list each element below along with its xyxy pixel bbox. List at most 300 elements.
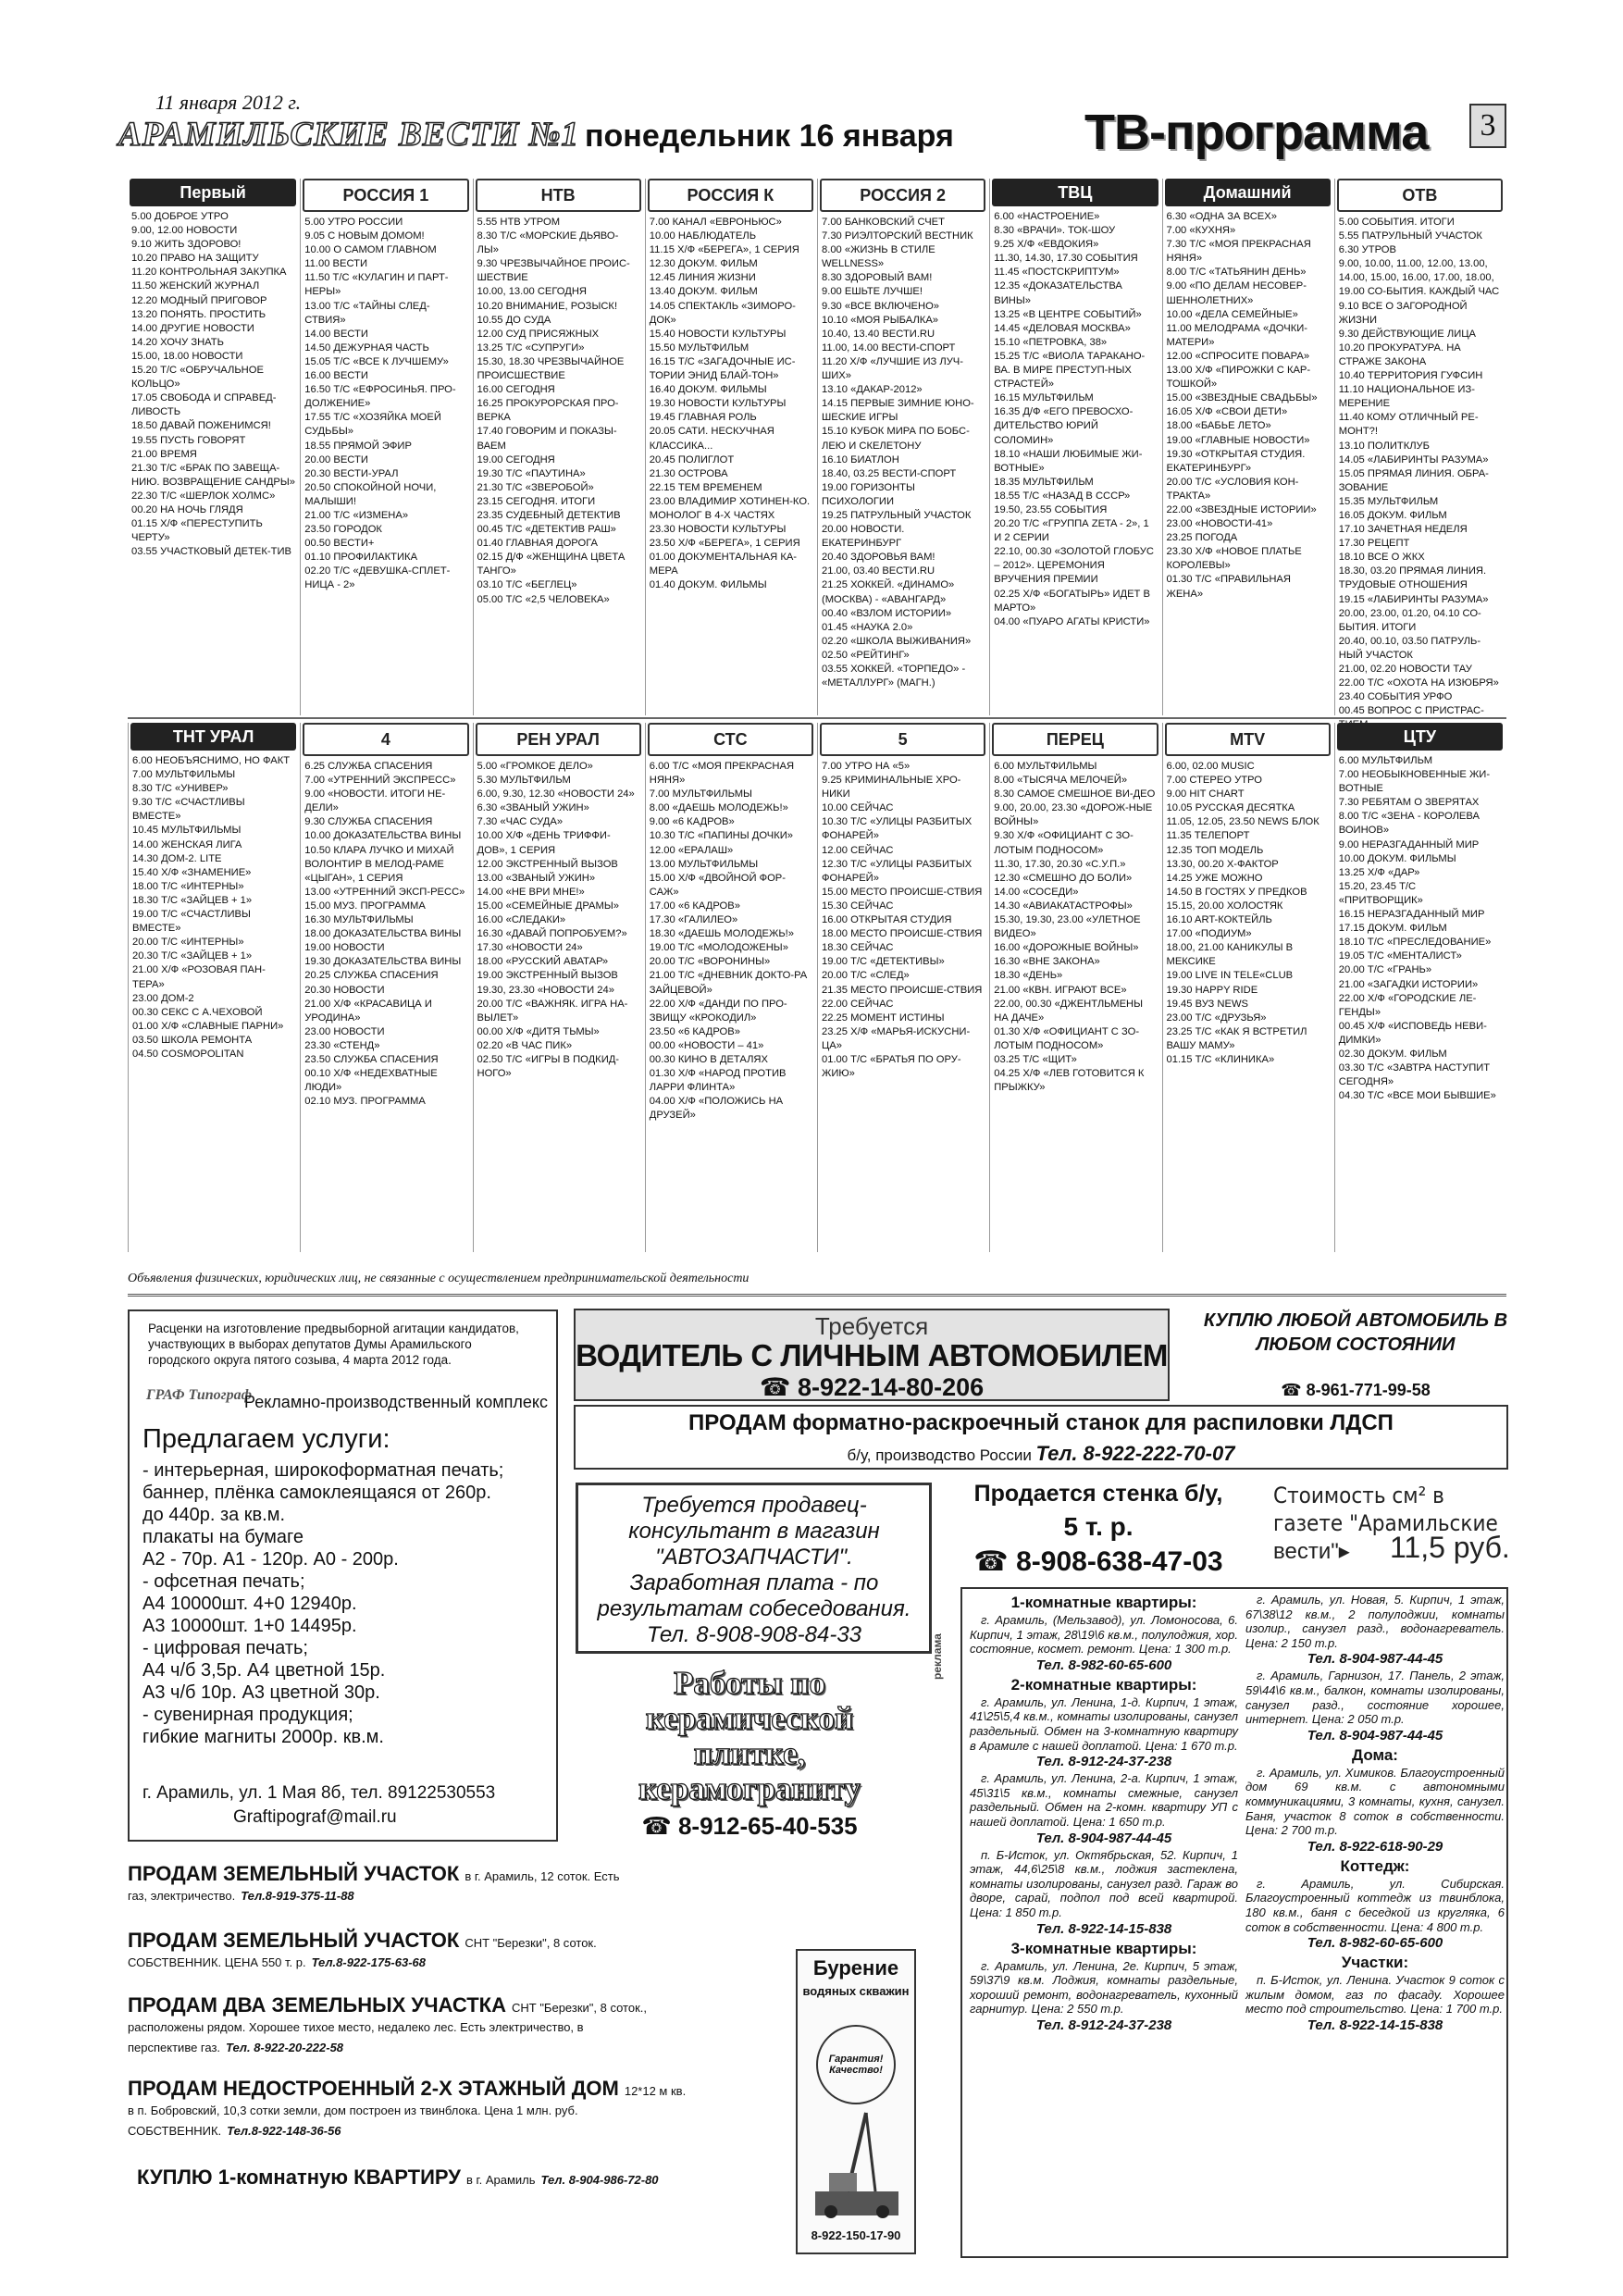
program-item: 10.20 ВНИМАНИЕ, РОЗЫСК! xyxy=(477,300,618,312)
program-list xyxy=(646,212,815,593)
realty-category: 2-комнатные квартиры: xyxy=(1010,1675,1197,1694)
program-list xyxy=(818,756,987,1081)
realty-left-column xyxy=(970,1593,1238,2035)
program-item: 6.30 «ЗВАНЫЙ УЖИН» xyxy=(477,802,589,814)
program-item: 01.15 Х/Ф «ПЕРЕСТУПИТЬ ЧЕРТУ» xyxy=(131,518,266,544)
program-item: 15.00 Х/Ф «ДВОЙНОЙ ФОР-САЖ» xyxy=(649,872,786,898)
program-item: 9.25 Х/Ф «ЕВДОКИЯ» xyxy=(994,239,1099,251)
program-item: 00.20 НА НОЧЬ ГЛЯДЯ xyxy=(131,503,243,515)
channel-name: ОТВ xyxy=(1402,185,1438,205)
program-item: 01.00 Х/Ф «СЛАВНЫЕ ПАРНИ» xyxy=(132,1020,284,1032)
program-list xyxy=(646,756,815,1123)
text-line: "АВТОЗАПЧАСТИ". xyxy=(655,1545,853,1570)
program-item: 23.25 ПОГОДА xyxy=(1166,532,1238,544)
program-list xyxy=(1163,756,1332,1067)
program-item: 7.00 БАНКОВСКИЙ СЧЕТ xyxy=(822,217,945,228)
realty-phone: Тел. 8-982-60-65-600 xyxy=(1307,1935,1443,1952)
realty-category: 3-комнатные квартиры: xyxy=(1010,1939,1197,1957)
program-item: 23.30 «СТЕНД» xyxy=(304,1039,380,1051)
machine-condition: б/у, производство России xyxy=(847,1446,1032,1464)
issue-number: №1 xyxy=(528,116,579,154)
plot-title: ПРОДАМ ДВА ЗЕМЕЛЬНЫХ УЧАСТКА xyxy=(128,1993,506,2017)
realty-listing: п. Б-Исток, ул. Октябрьская, 52. Кирпич, 1 этаж, 44,6\25\8 кв.м., лоджия застеклена, комнаты изолированы, санузел разд. Гараж во дворе, сарай, подпол под всей квартирой. Цена: 1 850 т.р. xyxy=(970,1847,1238,1919)
realty-listing: г. Арамиль, (Мельзавод), ул. Ломоносова, 6. Кирпич, 1 этаж, 28\19\6 кв.м., полулоджия, хор. состояние, космет. ремонт. Цена: 1 300 т.р. xyxy=(970,1613,1238,1657)
driver-phone: ☎ 8-922-14-80-206 xyxy=(759,1373,985,1401)
program-item: 04.00 Х/Ф «ПОЛОЖИСЬ НА ДРУЗЕЙ» xyxy=(649,1096,787,1122)
section-title: ТВ-программа xyxy=(1084,105,1429,160)
program-item: 04.25 Х/Ф «ЛЕВ ГОТОВИТСЯ К ПРЫЖКУ» xyxy=(994,1068,1147,1094)
program-item: 9.30 «ВСЕ ВКЛЮЧЕНО» xyxy=(822,300,940,312)
program-item: 9.00, 12.00 НОВОСТИ xyxy=(131,225,238,237)
program-item: 18.00 «БАБЬЕ ЛЕТО» xyxy=(1166,420,1271,432)
program-item: 01.40 ГЛАВНАЯ ДОРОГА xyxy=(477,538,598,550)
program-item: 15.40 Х/Ф «ЗНАМЕНИЕ» xyxy=(132,866,252,878)
plot-text: в п. Бобровский, 10,3 сотки земли, дом построен из твинблока. Цена 1 млн. руб. xyxy=(128,2104,578,2117)
program-item: 19.00 Т/С «СЧАСТЛИВЫ ВМЕСТЕ» xyxy=(132,909,254,935)
services-list xyxy=(142,1459,503,1748)
program-item: 7.00 НЕОБЫКНОВЕННЫЕ ЖИ-ВОТНЫЕ xyxy=(1338,769,1491,795)
program-item: 13.30, 00.20 Х-ФАКТОР xyxy=(1166,858,1279,870)
channel-name: MTV xyxy=(1230,729,1266,749)
plot-title: КУПЛЮ 1-комнатную КВАРТИРУ xyxy=(137,2166,461,2189)
driver-title: ВОДИТЕЛЬ С ЛИЧНЫМ АВТОМОБИЛЕМ xyxy=(576,1338,1168,1372)
program-item: 23.00 НОВОСТИ xyxy=(304,1025,385,1037)
plot-text: расположены рядом. Хорошее тихое место, недалеко лес. Есть электричество, в xyxy=(128,2020,584,2034)
ceramic-text xyxy=(592,1666,907,1806)
program-item: 01.30 Х/Ф «ОФИЦИАНТ С ЗО-ЛОТЫМ ПОДНОСОМ» xyxy=(994,1025,1140,1051)
program-item: 13.00 «ЗВАНЫЙ УЖИН» xyxy=(477,872,596,884)
channel-logo xyxy=(1337,179,1503,212)
program-item: 11.15 Х/Ф «БЕРЕГА», 1 СЕРИЯ xyxy=(649,244,799,256)
program-item: 20.00 НОВОСТИ. ЕКАТЕРИНБУРГ xyxy=(822,524,908,550)
channel-logo xyxy=(648,723,813,756)
program-item: 02.20 Т/С «ДЕВУШКА-СПЛЕТ-НИЦА - 2» xyxy=(304,565,451,591)
program-item: 6.00 МУЛЬТФИЛЬМЫ xyxy=(994,761,1097,772)
realty-listing: г. Арамиль, ул. Ленина, 2-а. Кирпич, 1 этаж, 45\31\5 кв.м., комнаты смежные, санузел раздельный. Обмен на 2-комн. квартиру УП с нашей доплатой. Цена: 1 650 т.р. xyxy=(970,1771,1238,1829)
program-item: 9.30 ЧРЕЗВЫЧАЙНОЕ ПРОИС-ШЕСТВИЕ xyxy=(477,258,630,284)
program-item: 10.00 О САМОМ ГЛАВНОМ xyxy=(304,244,437,256)
program-item: 21.00, 03.40 ВЕСТИ.RU xyxy=(822,565,935,577)
program-item: 20.40 ЗДОРОВЬЯ ВАМ! xyxy=(822,552,935,564)
program-item: 7.00 «УТРЕННИЙ ЭКСПРЕСС» xyxy=(304,775,456,787)
realty-category: 1-комнатные квартиры: xyxy=(1010,1594,1197,1611)
drilling-phone: 8-922-150-17-90 xyxy=(811,2228,901,2242)
program-item: 16.50 Т/С «ЕФРОСИНЬЯ. ПРО-ДОЛЖЕНИЕ» xyxy=(304,384,456,410)
program-item: 10.00 ДОКАЗАТЕЛЬСТВА ВИНЫ xyxy=(304,830,462,842)
program-item: 16.40 ДОКУМ. ФИЛЬМЫ xyxy=(649,384,767,396)
channel-column xyxy=(300,723,470,1252)
program-item: 5.00 УТРО РОССИИ xyxy=(304,217,403,228)
program-item: 9.25 КРИМИНАЛЬНЫЕ ХРО-НИКИ xyxy=(822,775,961,800)
program-item: 03.50 ШКОЛА РЕМОНТА xyxy=(132,1034,253,1046)
program-item: 19.15 «ЛАБИРИНТЫ РАЗУМА» xyxy=(1338,593,1489,605)
program-item: 19.00 ГОРИЗОНТЫ ПСИХОЛОГИИ xyxy=(822,481,918,507)
program-list xyxy=(818,212,987,690)
program-item: 18.10 «НАШИ ЛЮБИМЫЕ ЖИ-ВОТНЫЕ» xyxy=(994,448,1143,474)
program-item: 16.00 ОТКРЫТАЯ СТУДИЯ xyxy=(822,914,952,926)
program-item: 8.00 Т/С «ТАТЬЯНИН ДЕНЬ» xyxy=(1166,267,1307,279)
program-item: 12.00 СЕЙЧАС xyxy=(822,844,894,856)
wall-price: 5 т. р. xyxy=(1063,1512,1134,1541)
program-item: 8.30 ЗДОРОВЫЙ ВАМ! xyxy=(822,272,933,284)
plot-ad xyxy=(137,2166,796,2190)
program-item: 8.30 Т/С «УНИВЕР» xyxy=(132,783,229,795)
program-item: 23.15 СЕГОДНЯ. ИТОГИ xyxy=(477,495,596,507)
program-item: 21.00 Х/Ф «КРАСАВИЦА И УРОДИНА» xyxy=(304,998,436,1024)
channel-column xyxy=(645,723,815,1252)
program-item: 9.00, 20.00, 23.30 «ДОРОЖ-НЫЕ ВОЙНЫ» xyxy=(994,802,1156,828)
program-item: 5.00 ДОБРОЕ УТРО xyxy=(131,211,229,222)
program-item: 02.50 Т/С «ИГРЫ В ПОДКИД-НОГО» xyxy=(477,1053,620,1080)
channel-name: РОССИЯ 1 xyxy=(342,185,429,205)
drilling-badge: Гарантия! Качество! xyxy=(816,2025,896,2104)
program-item: 7.30 Т/С «МОЯ ПРЕКРАСНАЯ НЯНЯ» xyxy=(1166,239,1314,265)
program-item: 18.30 СЕЙЧАС xyxy=(822,942,894,954)
election-intro: Расценки на изготовление предвыборной агитации кандидатов, участвующих в выборах депутатов Думы Арамильского городского округа пятого созыва, 4 марта 2012 года. xyxy=(148,1322,519,1367)
plot-ad-head xyxy=(137,2166,796,2190)
cost-line3: вести"▸ xyxy=(1273,1539,1350,1564)
grafprint-email: Graftipograf@mail.ru xyxy=(233,1807,397,1827)
program-item: 11.10 НАЦИОНАЛЬНОЕ ИЗ-МЕРЕНИЕ xyxy=(1338,384,1475,410)
program-item: 17.30 «НОВОСТИ 24» xyxy=(477,942,583,954)
program-list xyxy=(301,212,470,593)
program-item: 21.30 Т/С «ЗВЕРОБОЙ» xyxy=(477,481,594,493)
program-item: 14.00 ЖЕНСКАЯ ЛИГА xyxy=(132,838,242,850)
program-item: 15.35 МУЛЬТФИЛЬМ xyxy=(1338,495,1439,507)
channel-logo xyxy=(1165,723,1331,756)
program-item: 21.00 «ЗАГАДКИ ИСТОРИИ» xyxy=(1338,978,1479,990)
text-line: Работы по xyxy=(674,1665,825,1701)
program-item: 19.00 Т/С «МОЛОДОЖЕНЫ» xyxy=(649,942,788,954)
program-item: 16.30 «ВНЕ ЗАКОНА» xyxy=(994,956,1100,968)
text-line: до 440р. за кв.м. xyxy=(142,1505,286,1525)
program-item: 03.55 ХОККЕЙ. «ТОРПЕДО» - «МЕТАЛЛУРГ» (МАГН.) xyxy=(822,664,969,689)
program-item: 02.25 Х/Ф «БОГАТЫРЬ» ИДЕТ В МАРТО» xyxy=(994,588,1154,614)
channel-column xyxy=(1334,723,1505,1252)
program-item: 18.55 ПРЯМОЙ ЭФИР xyxy=(304,440,412,452)
program-item: 12.00 «СПРОСИТЕ ПОВАРА» xyxy=(1166,350,1310,362)
channel-logo xyxy=(476,179,641,212)
program-item: 16.15 Т/С «ЗАГАДОЧНЫЕ ИС-ТОРИИ ЭНИД БЛАЙ-ТОН» xyxy=(649,355,796,382)
program-item: 5.00 «ГРОМКОЕ ДЕЛО» xyxy=(477,761,593,772)
program-item: 00.45 Х/Ф «ИСПОВЕДЬ НЕВИ-ДИМКИ» xyxy=(1338,1020,1487,1046)
program-item: 11.50 Т/С «КУЛАГИН И ПАРТ-НЕРЫ» xyxy=(304,272,449,298)
channel-name: Домашний xyxy=(1203,182,1292,202)
program-item: 22.25 МОМЕНТ ИСТИНЫ xyxy=(822,1011,945,1024)
program-item: 00.00 Х/Ф «ДИТЯ ТЬМЫ» xyxy=(477,1025,600,1037)
program-item: 15.30, 19.30, 23.00 «УЛЕТНОЕ ВИДЕО» xyxy=(994,914,1144,940)
program-item: 13.00 Х/Ф «ПИРОЖКИ С КАР-ТОШКОЙ» xyxy=(1166,365,1311,391)
text-line: - сувенирная продукция; xyxy=(142,1705,353,1725)
plot-text: СНТ "Березки", 8 соток. xyxy=(465,1936,597,1950)
program-item: 12.30 ДОКУМ. ФИЛЬМ xyxy=(649,258,758,270)
text-line: гибкие магниты 2000р. кв.м. xyxy=(142,1727,384,1747)
channel-column xyxy=(989,723,1159,1252)
program-item: 6.30 «ОДНА ЗА ВСЕХ» xyxy=(1166,211,1277,222)
program-item: 19.25 ПАТРУЛЬНЫЙ УЧАСТОК xyxy=(822,509,972,521)
program-item: 15.20 Т/С «ОБРУЧАЛЬНОЕ КОЛЬЦО» xyxy=(131,365,267,391)
text-line: керамограниту xyxy=(638,1770,861,1806)
program-item: 16.25 ПРОКУРОРСКАЯ ПРО-ВЕРКА xyxy=(477,398,619,424)
program-item: 19.00 Т/С «ДЕТЕКТИВЫ» xyxy=(822,956,945,968)
program-item: 04.00 «ПУАРО АГАТЫ КРИСТИ» xyxy=(994,615,1150,627)
program-item: 8.00 «ДАЕШЬ МОЛОДЕЖЬ!» xyxy=(649,802,788,814)
program-item: 20.00 Т/С «ВАЖНЯК. ИГРА НА-ВЫЛЕТ» xyxy=(477,998,628,1024)
plot-line xyxy=(128,2038,787,2058)
machine-title: ПРОДАМ форматно-раскроечный станок для распиловки ЛДСП xyxy=(688,1410,1394,1435)
machine-sub xyxy=(576,1442,1506,1466)
program-item: 15.00 МУЗ. ПРОГРАММА xyxy=(304,900,426,912)
program-item: 7.00 КАНАЛ «ЕВРОНЬЮС» xyxy=(649,217,782,228)
program-item: 6.25 СЛУЖБА СПАСЕНИЯ xyxy=(304,761,433,772)
program-item: 11.45 «ПОСТСКРИПТУМ» xyxy=(994,267,1120,279)
program-item: 16.00 «СЛЕДАКИ» xyxy=(477,914,566,926)
channel-name: СТС xyxy=(713,729,748,749)
program-item: 8.00 «ЖИЗНЬ В СТИЛЕ WELLNESS» xyxy=(822,244,938,270)
plot-phone: Тел. 8-904-986-72-80 xyxy=(540,2173,659,2187)
program-item: 14.30 «АВИАКАТАСТРОФЫ» xyxy=(994,900,1133,912)
plot-text: 12*12 м кв. xyxy=(624,2084,687,2098)
program-item: 20.30 ВЕСТИ-УРАЛ xyxy=(304,467,399,479)
services-title: Предлагаем услуги: xyxy=(142,1424,390,1454)
channel-logo xyxy=(820,723,985,756)
ceramic-phone: ☎ 8-912-65-40-535 xyxy=(641,1812,858,1840)
program-item: 8.30 Т/С «МОРСКИЕ ДЬЯВО-ЛЫ» xyxy=(477,230,619,256)
program-list xyxy=(474,756,643,1081)
program-item: 20.00 Т/С «ИНТЕРНЫ» xyxy=(132,937,244,949)
channel-column xyxy=(1334,179,1505,715)
program-item: 6.00 «НАСТРОЕНИЕ» xyxy=(994,211,1100,222)
program-item: 23.25 Т/С «КАК Я ВСТРЕТИЛ ВАШУ МАМУ» xyxy=(1166,1025,1310,1051)
program-item: 19.50, 23.55 СОБЫТИЯ xyxy=(994,503,1108,515)
program-item: 23.00 ДОМ-2 xyxy=(132,992,194,1004)
seller-ad xyxy=(576,1483,932,1654)
program-item: 03.10 Т/С «БЕГЛЕЦ» xyxy=(477,579,577,591)
program-item: 6.00 Т/С «МОЯ ПРЕКРАСНАЯ НЯНЯ» xyxy=(649,761,798,787)
machine-phone: Тел. 8-922-222-70-07 xyxy=(1035,1442,1235,1465)
page-number: 3 xyxy=(1469,104,1506,148)
program-item: 9.05 С НОВЫМ ДОМОМ! xyxy=(304,230,425,242)
program-item: 12.30 Т/С «УЛИЦЫ РАЗБИТЫХ ФОНАРЕЙ» xyxy=(822,858,975,884)
program-list xyxy=(990,206,1159,629)
program-item: 13.20 ПОНЯТЬ. ПРОСТИТЬ xyxy=(131,308,266,320)
program-item: 00.45 ВОПРОС С ПРИСТРАС- xyxy=(1338,705,1484,717)
program-item: 15.00 «СЕМЕЙНЫЕ ДРАМЫ» xyxy=(477,900,619,912)
realty-category: Участки: xyxy=(1341,1954,1409,1972)
channel-name: НТВ xyxy=(540,185,576,205)
channel-name: РОССИЯ 2 xyxy=(860,185,946,205)
program-item: 8.30 «ВРАЧИ». ТОК-ШОУ xyxy=(994,225,1116,237)
newspaper-title: АРАМИЛЬСКИЕ ВЕСТИ xyxy=(118,116,520,154)
program-item: 20.25 СЛУЖБА СПАСЕНИЯ xyxy=(304,970,439,982)
program-item: 23.00 «НОВОСТИ-41» xyxy=(1166,518,1273,530)
complex-label: Рекламно-производственный комплекс xyxy=(244,1393,548,1411)
program-item: 23.00 ВЛАДИМИР ХОТИНЕН-КО. МОНОЛОГ В 4-Х ЧАСТЯХ xyxy=(649,495,813,521)
program-item: 15.10 «ПЕТРОВКА, 38» xyxy=(994,336,1108,348)
program-item: 13.10 ПОЛИТКЛУБ xyxy=(1338,440,1430,452)
grafprint-address: г. Арамиль, ул. 1 Мая 8б, тел. 89122530553 xyxy=(142,1783,496,1803)
program-item: 20.05 САТИ. НЕСКУЧНАЯ КЛАССИКА... xyxy=(649,426,777,452)
program-item: 16.30 «ДАВАЙ ПОПРОБУЕМ?» xyxy=(477,928,627,940)
channel-column xyxy=(473,723,643,1252)
program-item: 01.00 Т/С «БРАТЬЯ ПО ОРУ-ЖИЮ» xyxy=(822,1053,961,1080)
program-item: 10.55 ДО СУДА xyxy=(477,314,551,326)
program-item: 23.30 Х/Ф «НОВОЕ ПЛАТЬЕ КОРОЛЕВЫ» xyxy=(1166,546,1305,572)
program-item: 20.30 Т/С «ЗАЙЦЕВ + 1» xyxy=(132,950,253,962)
plot-text: СОБСТВЕННИК. xyxy=(128,2124,222,2138)
program-item: 10.40, 13.40 ВЕСТИ.RU xyxy=(822,328,935,340)
program-item: 11.00 ВЕСТИ xyxy=(304,258,368,270)
program-item: 8.30 САМОЕ СМЕШНОЕ ВИ-ДЕО xyxy=(994,788,1156,800)
program-item: 7.00 МУЛЬТФИЛЬМЫ xyxy=(132,769,236,781)
program-item: 01.30 Х/Ф «НАРОД ПРОТИВ ЛАРРИ ФЛИНТА» xyxy=(649,1068,789,1094)
program-item: 15.50 МУЛЬТФИЛЬМ xyxy=(649,341,750,354)
program-item: 9.00 «НОВОСТИ. ИТОГИ НЕ-ДЕЛИ» xyxy=(304,788,446,814)
program-item: 21.30 Т/С «БРАК ПО ЗАВЕЩА-НИЮ. ВОЗВРАЩЕНИЕ САНДРЫ» xyxy=(131,462,296,488)
ads-note: Объявления физических, юридических лиц, не связанные с осуществлением предпринимательской деятельности xyxy=(128,1272,750,1285)
program-item: 16.15 МУЛЬТФИЛЬМ xyxy=(994,392,1094,404)
driver-ad xyxy=(574,1309,1170,1401)
cost-line1: Стоимость см² в xyxy=(1273,1483,1444,1508)
program-item: 10.20 ПРАВО НА ЗАЩИТУ xyxy=(131,253,259,265)
program-item: 22.00 СЕЙЧАС xyxy=(822,998,894,1010)
program-item: 15.15, 20.00 ХОЛОСТЯК xyxy=(1166,900,1283,912)
plot-ad xyxy=(128,2077,787,2141)
realty-listing: п. Б-Исток, ул. Ленина. Участок 9 соток с жилым домом, газ по фасаду. Хорошее место под строительство. Цена: 1 700 т.р. xyxy=(1245,1973,1505,2017)
program-item: 7.30 РЕБЯТАМ О ЗВЕРЯТАХ xyxy=(1338,797,1480,809)
print-service-ad xyxy=(128,1309,558,1842)
program-item: 11.20 Х/Ф «ЛУЧШИЕ ИЗ ЛУЧ-ШИХ» xyxy=(822,355,963,382)
program-item: 16.30 МУЛЬТФИЛЬМЫ xyxy=(304,914,414,926)
program-item: 7.30 «ЧАС СУДА» xyxy=(477,816,564,828)
text-line: - офсетная печать; xyxy=(142,1571,305,1592)
plot-text: в г. Арамиль xyxy=(465,2173,536,2187)
channel-logo xyxy=(1165,179,1331,206)
plot-text: СОБСТВЕННИК. ЦЕНА 550 т. р. xyxy=(128,1955,306,1969)
program-item: 13.00 «УТРЕННИЙ ЭКСП-РЕСС» xyxy=(304,886,465,898)
text-line: А3 10000шт. 1+0 14495р. xyxy=(142,1616,357,1636)
program-list xyxy=(1335,212,1505,732)
program-item: 11.20 КОНТРОЛЬНАЯ ЗАКУПКА xyxy=(131,267,287,279)
program-item: 01.00 ДОКУМЕНТАЛЬНАЯ КА-МЕРА xyxy=(649,552,798,577)
program-item: 19.45 ВУЗ NEWS xyxy=(1166,998,1248,1010)
program-item: 21.00 ВРЕМЯ xyxy=(131,448,197,460)
program-item: 16.15 НЕРАЗГАДАННЫЙ МИР xyxy=(1338,909,1485,921)
program-item: 21.00 Т/С «ДНЕВНИК ДОКТО-РА ЗАЙЦЕВОЙ» xyxy=(649,970,811,996)
program-item: 20.00 Т/С «ГРАНЬ» xyxy=(1338,964,1432,976)
realty-listing: г. Арамиль, ул. Химиков. Благоустроенный дом 69 кв.м. с автономными коммуникациями, 3 комнаты, кухня, санузел. Баня, участок 8 соток в собственности. Цена: 2 700 т.р. xyxy=(1245,1765,1505,1838)
program-item: 15.40 НОВОСТИ КУЛЬТУРЫ xyxy=(649,328,787,340)
buy-car-ad xyxy=(1203,1307,1508,1403)
text-line: баннер, плёнка самоклеящаяся от 260р. xyxy=(142,1483,491,1503)
reklama-label: реклама xyxy=(931,1633,944,1680)
program-item: 15.05 Т/С «ВСЕ К ЛУЧШЕМУ» xyxy=(304,355,449,367)
channel-column xyxy=(300,179,470,715)
program-item: 17.00 «6 КАДРОВ» xyxy=(649,900,740,912)
program-item: 23.50 «6 КАДРОВ» xyxy=(649,1025,740,1037)
program-item: 5.00 СОБЫТИЯ. ИТОГИ xyxy=(1338,217,1455,228)
program-item: 6.00 МУЛЬТФИЛЬМ xyxy=(1338,755,1433,766)
program-item: 10.00 ДОКУМ. ФИЛЬМЫ xyxy=(1338,852,1456,864)
program-item: 21.35 МЕСТО ПРОИСШЕ-СТВИЯ xyxy=(822,984,983,996)
program-item: 9.00 ЕШЬТЕ ЛУЧШЕ! xyxy=(822,286,923,298)
program-item: 00.30 СЕКС С А.ЧЕХОВОЙ xyxy=(132,1006,263,1018)
ad-cost xyxy=(1260,1483,1510,1575)
plot-line xyxy=(128,1886,787,1906)
program-item: 12.00 ЭКСТРЕННЫЙ ВЫЗОВ xyxy=(477,858,618,870)
program-item: 22.00 «ЗВЕЗДНЫЕ ИСТОРИИ» xyxy=(1166,503,1317,515)
cost-line2: газете "Арамильские xyxy=(1273,1510,1498,1536)
program-item: 02.10 МУЗ. ПРОГРАММА xyxy=(304,1096,426,1108)
channel-logo xyxy=(303,723,468,756)
program-item: 14.00 ДРУГИЕ НОВОСТИ xyxy=(131,322,254,334)
program-item: 22.00 Т/С «ОХОТА НА ИЗЮБРЯ» xyxy=(1338,677,1499,689)
program-item: 7.00 УТРО НА «5» xyxy=(822,761,911,772)
program-item: 8.00 Т/С «ЗЕНА - КОРОЛЕВА ВОИНОВ» xyxy=(1338,811,1483,837)
realty-listing: г. Арамиль, Гарнизон, 17. Панель, 2 этаж, 59\44\6 кв.м., балкон, комнаты изолированы, санузел разд., состояние хорошее, интернет. Цена: 2 050 т.р. xyxy=(1245,1669,1505,1727)
program-item: 01.45 «НАУКА 2.0» xyxy=(822,621,913,633)
plot-ad-head xyxy=(128,1929,787,1953)
program-item: 17.55 Т/С «ХОЗЯЙКА МОЕЙ СУДЬБЫ» xyxy=(304,412,444,438)
program-item: 20.50 СПОКОЙНОЙ НОЧИ, МАЛЫШИ! xyxy=(304,481,440,507)
program-item: 05.00 Т/С «2,5 ЧЕЛОВЕКА» xyxy=(477,593,610,605)
seller-text xyxy=(578,1493,930,1648)
program-item: 11.40 КОМУ ОТЛИЧНЫЙ РЕ-МОНТ?! xyxy=(1338,412,1479,438)
program-item: 23.35 СУДЕБНЫЙ ДЕТЕКТИВ xyxy=(477,509,621,521)
text-line: керамической xyxy=(645,1700,854,1736)
channel-column xyxy=(989,179,1159,715)
realty-phone: Тел. 8-912-24-37-238 xyxy=(1035,1754,1172,1770)
program-item: 20.40, 00.10, 03.50 ПАТРУЛЬ-НЫЙ УЧАСТОК xyxy=(1338,635,1481,661)
program-item: 18.00 «РУССКИЙ АВАТАР» xyxy=(477,956,609,968)
program-item: 22.10, 00.30 «ЗОЛОТОЙ ГЛОБУС – 2012». ЦЕРЕМОНИЯ ВРУЧЕНИЯ ПРЕМИИ xyxy=(994,546,1158,586)
program-item: 22.30 Т/С «ШЕРЛОК ХОЛМС» xyxy=(131,490,276,502)
program-item: 6.00 НЕОБЪЯСНИМО, НО ФАКТ xyxy=(132,755,291,766)
program-item: 10.30 Т/С «УЛИЦЫ РАЗБИТЫХ ФОНАРЕЙ» xyxy=(822,816,975,842)
realty-listing: г. Арамиль, ул. Ленина, 1-д. Кирпич, 1 этаж, 41\25\5,4 кв.м., комнаты изолированы, санузел раздельный. Обмен на 3-комнатную квартиру в Арамиле с нашей доплатой. Цена: 1 670 т.р. xyxy=(970,1694,1238,1753)
channel-column xyxy=(128,723,298,1252)
program-item: 14.45 «ДЕЛОВАЯ МОСКВА» xyxy=(994,322,1131,334)
program-item: 02.50 «РЕЙТИНГ» xyxy=(822,649,910,661)
plot-ad-head xyxy=(128,2077,787,2101)
program-item: 7.00 «КУХНЯ» xyxy=(1166,225,1236,237)
program-item: 11.00 МЕЛОДРАМА «ДОЧКИ-МАТЕРИ» xyxy=(1166,322,1307,348)
program-item: 14.50 ДЕЖУРНАЯ ЧАСТЬ xyxy=(304,341,429,354)
program-item: 03.55 УЧАСТКОВЫЙ ДЕТЕК-ТИВ xyxy=(131,546,291,558)
plot-line xyxy=(128,2017,787,2038)
program-item: 21.00 Т/С «ИЗМЕНА» xyxy=(304,509,409,521)
program-item: 16.00 «ДОРОЖНЫЕ ВОЙНЫ» xyxy=(994,942,1139,954)
program-item: 20.00 ВЕСТИ xyxy=(304,453,368,465)
realty-phone: Тел. 8-904-987-44-45 xyxy=(1307,1651,1443,1668)
program-item: 10.00 Х/Ф «ДЕНЬ ТРИФФИ-ДОВ», 1 СЕРИЯ xyxy=(477,830,611,856)
program-item: 15.30, 18.30 ЧРЕЗВЫЧАЙНОЕ ПРОИСШЕСТВИЕ xyxy=(477,355,627,382)
program-item: 04.30 Т/С «ВСЕ МОИ БЫВШИЕ» xyxy=(1338,1090,1496,1102)
program-item: 15.00 «ЗВЕЗДНЫЕ СВАДЬБЫ» xyxy=(1166,392,1318,404)
program-item: 15.00, 18.00 НОВОСТИ xyxy=(131,350,243,362)
program-list xyxy=(1335,751,1505,1103)
program-item: 16.05 Х/Ф «СВОИ ДЕТИ» xyxy=(1166,406,1288,418)
text-line: плакаты на бумаге xyxy=(142,1527,304,1547)
program-item: 7.00 МУЛЬТФИЛЬМЫ xyxy=(649,788,752,800)
program-item: 15.10 КУБОК МИРА ПО БОБС-ЛЕЮ И СКЕЛЕТОНУ xyxy=(822,426,970,452)
program-list xyxy=(990,756,1159,1095)
text-line: результатам собеседования. xyxy=(597,1596,911,1621)
channel-logo xyxy=(130,723,296,751)
channel-column xyxy=(473,179,643,715)
text-line: Требуется продавец- xyxy=(641,1493,867,1518)
realty-phone: Тел. 8-922-618-90-29 xyxy=(1307,1838,1443,1855)
